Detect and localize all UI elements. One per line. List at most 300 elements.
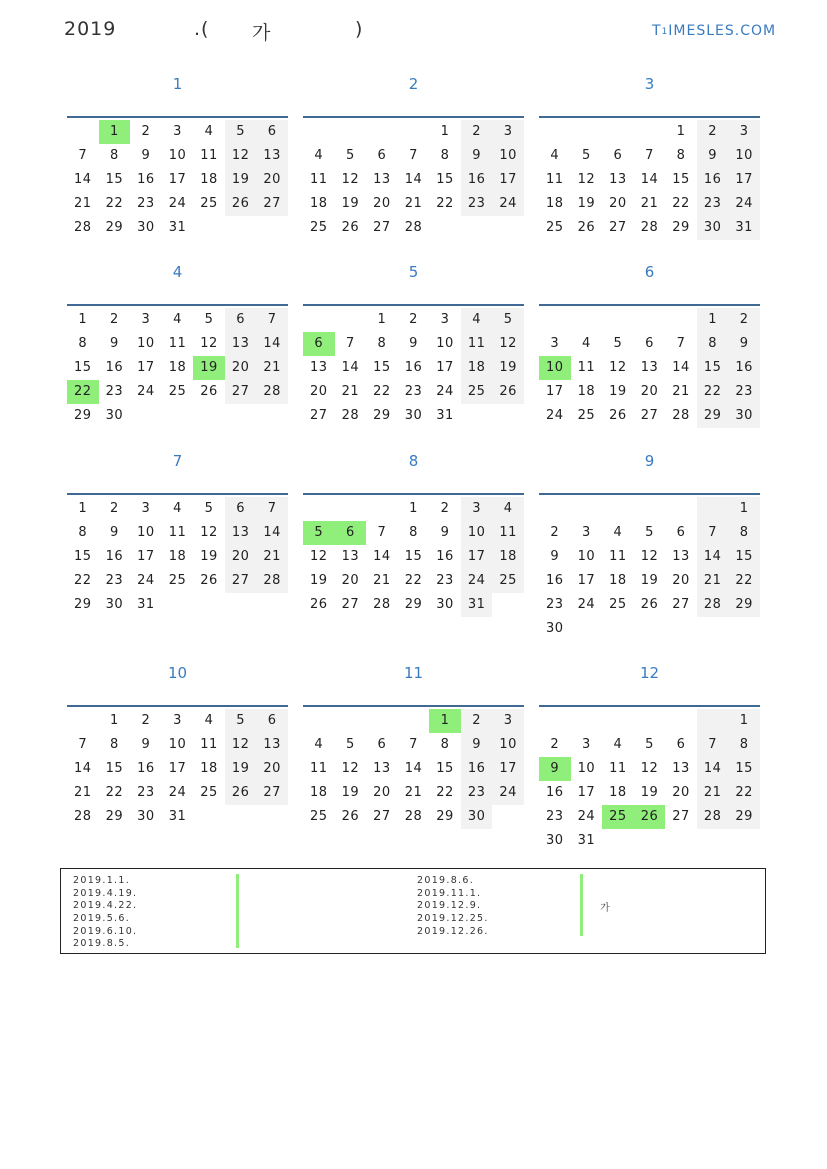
day-empty: [335, 120, 367, 144]
day-cell: 21: [404, 196, 423, 211]
day-cell: 14: [74, 172, 92, 187]
day-cell: 14: [74, 761, 92, 776]
day-cell: 30: [546, 621, 564, 636]
day-cell: 22: [436, 196, 454, 211]
day-cell: 7: [697, 521, 729, 545]
month-divider: [539, 705, 760, 707]
day-cell: 28: [640, 220, 659, 235]
legend-left-dates: [73, 875, 137, 951]
day-cell: 15: [74, 360, 92, 375]
day-cell: 8: [728, 521, 760, 545]
day-cell: 21: [373, 573, 391, 588]
day-cell: 23: [546, 809, 564, 824]
day-empty: [256, 404, 288, 428]
day-cell: 29: [697, 404, 729, 428]
day-cell: 18: [200, 761, 218, 776]
day-cell: 26: [310, 597, 328, 612]
month-5: [303, 262, 524, 428]
day-cell: 28: [697, 805, 729, 829]
day-cell: 4: [204, 124, 214, 139]
day-cell: 2: [461, 120, 493, 144]
day-cell: 3: [141, 501, 151, 516]
day-cell: 21: [74, 196, 92, 211]
day-empty: [697, 709, 729, 733]
day-cell: 16: [105, 549, 124, 564]
day-cell: 22: [404, 573, 423, 588]
day-empty: [193, 404, 225, 428]
month-3: [539, 74, 760, 240]
day-cell: 27: [373, 809, 391, 824]
day-cell: 17: [577, 573, 596, 588]
day-cell: 8: [440, 737, 450, 752]
day-empty: [492, 805, 524, 829]
day-cell: 25: [609, 597, 627, 612]
day-cell: 30: [105, 408, 124, 423]
day-cell: 28: [74, 220, 92, 235]
day-cell: 8: [109, 737, 119, 752]
holiday-date: 2019.5.6.: [73, 913, 131, 925]
holiday-date: 2019.8.5.: [73, 938, 131, 950]
day-cell: 3: [141, 312, 151, 327]
month-days-grid: [67, 709, 288, 829]
day-cell: 23: [697, 192, 729, 216]
day-empty: [492, 216, 524, 240]
day-cell: 10: [436, 336, 454, 351]
month-days-grid: [303, 497, 524, 617]
day-cell: 30: [546, 833, 564, 848]
day-cell: 17: [492, 757, 524, 781]
day-cell: 3: [440, 312, 450, 327]
day-cell: 20: [640, 384, 659, 399]
day-cell: 25: [310, 220, 328, 235]
logo-text: IMESLES: [668, 23, 735, 39]
day-cell: 15: [404, 549, 423, 564]
day-cell: 1: [429, 709, 461, 733]
day-cell: 8: [78, 525, 88, 540]
day-cell: 22: [728, 569, 760, 593]
month-divider: [67, 116, 288, 118]
day-cell: 15: [697, 356, 729, 380]
day-cell: 22: [105, 196, 124, 211]
day-cell: 14: [697, 545, 729, 569]
day-cell: 20: [256, 168, 288, 192]
day-cell: 25: [461, 380, 493, 404]
day-cell: 12: [577, 172, 596, 187]
day-cell: 4: [613, 737, 623, 752]
day-cell: 3: [461, 497, 493, 521]
day-cell: 7: [256, 497, 288, 521]
day-cell: 19: [577, 196, 596, 211]
day-cell: 2: [109, 312, 119, 327]
month-2: [303, 74, 524, 240]
day-cell: 9: [141, 148, 151, 163]
day-cell: 10: [137, 525, 155, 540]
day-cell: 11: [310, 172, 328, 187]
day-cell: 24: [137, 573, 155, 588]
day-cell: 21: [256, 356, 288, 380]
day-cell: 27: [256, 781, 288, 805]
day-cell: 28: [74, 809, 92, 824]
day-cell: 3: [581, 737, 591, 752]
day-cell: 19: [341, 785, 360, 800]
day-cell: 22: [67, 380, 99, 404]
day-cell: 7: [676, 336, 686, 351]
day-cell: 28: [672, 408, 690, 423]
day-cell: 8: [409, 525, 418, 540]
day-cell: 26: [225, 192, 257, 216]
day-cell: 31: [137, 597, 155, 612]
day-cell: 27: [225, 569, 257, 593]
holiday-date: 2019.12.25.: [417, 913, 489, 925]
month-title: 1: [172, 75, 183, 93]
day-cell: 20: [373, 196, 391, 211]
site-logo[interactable]: [652, 23, 776, 39]
day-cell: 11: [577, 360, 596, 375]
day-cell: 25: [200, 196, 218, 211]
day-cell: 2: [697, 120, 729, 144]
day-empty: [366, 120, 398, 144]
day-cell: 25: [546, 220, 564, 235]
day-cell: 25: [168, 384, 187, 399]
day-cell: 31: [436, 408, 454, 423]
day-empty: [303, 709, 335, 733]
day-cell: 5: [645, 525, 654, 540]
month-days-grid: [67, 120, 288, 240]
day-cell: 17: [168, 172, 187, 187]
day-cell: 18: [609, 785, 627, 800]
month-title: 5: [408, 263, 419, 281]
day-cell: 11: [310, 761, 328, 776]
month-7: [67, 451, 288, 617]
month-days-grid: [303, 709, 524, 829]
holiday-date: 2019.4.19.: [73, 887, 138, 899]
day-cell: 6: [256, 709, 288, 733]
day-cell: 14: [256, 332, 288, 356]
day-cell: 18: [168, 549, 187, 564]
legend-left-bar: [236, 874, 239, 948]
month-title: 9: [644, 452, 655, 470]
day-cell: 15: [74, 549, 92, 564]
day-cell: 25: [602, 805, 634, 829]
day-cell: 8: [728, 733, 760, 757]
day-cell: 19: [640, 785, 659, 800]
day-cell: 1: [99, 120, 131, 144]
day-cell: 20: [225, 545, 257, 569]
day-cell: 20: [310, 384, 328, 399]
day-cell: 13: [256, 144, 288, 168]
day-empty: [162, 404, 194, 428]
logo-number: 1: [661, 27, 669, 37]
month-days-grid: [539, 308, 760, 428]
month-1: [67, 74, 288, 240]
month-title: 4: [172, 263, 183, 281]
day-cell: 13: [672, 549, 690, 564]
day-cell: 26: [341, 220, 360, 235]
day-cell: 10: [137, 336, 155, 351]
day-cell: 27: [256, 192, 288, 216]
title-punct-close: ): [355, 18, 364, 40]
day-cell: 6: [676, 525, 686, 540]
day-cell: 26: [640, 597, 659, 612]
month-days-grid: [539, 120, 760, 240]
day-cell: 17: [436, 360, 454, 375]
month-divider: [303, 304, 524, 306]
day-cell: 20: [256, 757, 288, 781]
day-empty: [335, 308, 367, 332]
day-cell: 2: [728, 308, 760, 332]
day-cell: 3: [492, 120, 524, 144]
day-cell: 12: [225, 733, 257, 757]
day-cell: 12: [341, 761, 360, 776]
month-divider: [67, 304, 288, 306]
day-cell: 14: [640, 172, 659, 187]
day-cell: 23: [436, 573, 454, 588]
day-cell: 18: [609, 573, 627, 588]
day-cell: 7: [409, 148, 418, 163]
day-cell: 2: [409, 312, 418, 327]
day-cell: 4: [550, 148, 560, 163]
day-cell: 13: [640, 360, 659, 375]
day-cell: 28: [341, 408, 360, 423]
day-cell: 21: [697, 781, 729, 805]
day-cell: 28: [256, 569, 288, 593]
day-cell: 29: [105, 809, 124, 824]
day-cell: 20: [672, 573, 690, 588]
day-cell: 7: [78, 737, 88, 752]
day-cell: 13: [609, 172, 627, 187]
day-cell: 24: [436, 384, 454, 399]
day-cell: 19: [640, 573, 659, 588]
day-cell: 31: [728, 216, 760, 240]
day-empty: [461, 216, 493, 240]
day-cell: 10: [539, 356, 571, 380]
month-9: [539, 451, 760, 641]
day-cell: 13: [373, 172, 391, 187]
day-cell: 31: [168, 220, 187, 235]
month-divider: [303, 116, 524, 118]
day-empty: [539, 120, 571, 144]
month-title: 11: [403, 664, 424, 682]
day-cell: 4: [314, 148, 324, 163]
month-days-grid: [303, 120, 524, 240]
day-cell: 9: [697, 144, 729, 168]
day-cell: 8: [676, 148, 686, 163]
day-cell: 1: [728, 709, 760, 733]
day-cell: 22: [373, 384, 391, 399]
day-cell: 15: [105, 761, 124, 776]
day-cell: 30: [137, 809, 155, 824]
holiday-date: 2019.12.26.: [417, 925, 489, 937]
day-cell: 18: [200, 172, 218, 187]
day-cell: 27: [672, 597, 690, 612]
day-cell: 18: [310, 196, 328, 211]
day-cell: 11: [609, 549, 627, 564]
day-cell: 6: [225, 308, 257, 332]
day-cell: 5: [204, 501, 214, 516]
day-cell: 14: [256, 521, 288, 545]
day-cell: 28: [404, 809, 423, 824]
day-cell: 25: [492, 569, 524, 593]
day-cell: 25: [310, 809, 328, 824]
day-cell: 20: [672, 785, 690, 800]
day-cell: 28: [256, 380, 288, 404]
day-cell: 3: [492, 709, 524, 733]
month-8: [303, 451, 524, 617]
month-11: [303, 663, 524, 829]
day-cell: 9: [141, 737, 151, 752]
day-cell: 9: [728, 332, 760, 356]
day-cell: 20: [609, 196, 627, 211]
holiday-date: 2019.4.22.: [73, 900, 138, 912]
day-cell: 21: [74, 785, 92, 800]
day-empty: [697, 829, 729, 853]
day-cell: 26: [200, 384, 218, 399]
day-empty: [256, 593, 288, 617]
holiday-date: 2019.12.9.: [417, 900, 482, 912]
day-cell: 6: [256, 120, 288, 144]
day-cell: 8: [109, 148, 119, 163]
day-empty: [225, 593, 257, 617]
day-cell: 15: [728, 545, 760, 569]
day-cell: 5: [204, 312, 214, 327]
day-cell: 1: [676, 124, 686, 139]
day-empty: [634, 120, 666, 144]
day-cell: 21: [341, 384, 360, 399]
day-empty: [256, 216, 288, 240]
day-cell: 3: [173, 713, 182, 728]
day-empty: [634, 497, 666, 521]
day-empty: [602, 497, 634, 521]
day-cell: 19: [225, 168, 257, 192]
day-cell: 15: [672, 172, 690, 187]
day-empty: [492, 593, 524, 617]
day-cell: 24: [577, 809, 596, 824]
month-6: [539, 262, 760, 428]
day-cell: 15: [436, 172, 454, 187]
day-empty: [634, 709, 666, 733]
day-cell: 7: [256, 308, 288, 332]
day-empty: [665, 709, 697, 733]
day-cell: 13: [256, 733, 288, 757]
day-empty: [697, 497, 729, 521]
day-cell: 22: [436, 785, 454, 800]
day-cell: 10: [461, 521, 493, 545]
legend-right-bar: [580, 874, 583, 936]
day-cell: 30: [105, 597, 124, 612]
day-cell: 24: [492, 192, 524, 216]
day-empty: [665, 308, 697, 332]
day-empty: [225, 216, 257, 240]
day-cell: 20: [373, 785, 391, 800]
day-cell: 16: [404, 360, 423, 375]
day-cell: 23: [461, 192, 493, 216]
day-empty: [634, 617, 666, 641]
day-empty: [193, 216, 225, 240]
month-10: [67, 663, 288, 829]
day-empty: [571, 709, 603, 733]
day-cell: 6: [676, 737, 686, 752]
day-cell: 24: [728, 192, 760, 216]
day-cell: 7: [377, 525, 387, 540]
day-cell: 29: [373, 408, 391, 423]
day-empty: [571, 497, 603, 521]
day-cell: 11: [168, 525, 187, 540]
day-cell: 24: [461, 569, 493, 593]
day-empty: [335, 497, 367, 521]
day-cell: 5: [225, 709, 257, 733]
day-empty: [303, 308, 335, 332]
day-cell: 2: [440, 501, 450, 516]
day-cell: 23: [461, 781, 493, 805]
day-empty: [130, 404, 162, 428]
day-cell: 26: [225, 781, 257, 805]
day-cell: 4: [204, 713, 214, 728]
day-cell: 16: [697, 168, 729, 192]
day-empty: [366, 497, 398, 521]
day-cell: 9: [539, 757, 571, 781]
day-empty: [539, 308, 571, 332]
day-cell: 10: [577, 761, 596, 776]
day-cell: 29: [728, 593, 760, 617]
day-cell: 4: [461, 308, 493, 332]
day-cell: 6: [225, 497, 257, 521]
day-cell: 6: [613, 148, 623, 163]
day-cell: 10: [492, 144, 524, 168]
day-cell: 1: [78, 501, 88, 516]
day-cell: 27: [640, 408, 659, 423]
day-cell: 16: [461, 757, 493, 781]
day-cell: 1: [728, 497, 760, 521]
day-cell: 17: [728, 168, 760, 192]
day-cell: 10: [728, 144, 760, 168]
day-cell: 22: [728, 781, 760, 805]
day-cell: 28: [404, 220, 423, 235]
day-cell: 19: [341, 196, 360, 211]
day-cell: 5: [645, 737, 654, 752]
day-cell: 23: [105, 573, 124, 588]
day-cell: 11: [492, 521, 524, 545]
day-cell: 30: [137, 220, 155, 235]
month-12: [539, 663, 760, 853]
day-empty: [225, 805, 257, 829]
day-cell: 31: [577, 833, 596, 848]
day-cell: 26: [341, 809, 360, 824]
day-cell: 14: [672, 360, 690, 375]
day-cell: 22: [697, 380, 729, 404]
day-cell: 18: [577, 384, 596, 399]
day-cell: 17: [137, 549, 155, 564]
holiday-date: 2019.6.10.: [73, 925, 138, 937]
day-cell: 24: [137, 384, 155, 399]
month-days-grid: [67, 497, 288, 617]
day-cell: 19: [193, 356, 225, 380]
day-cell: 1: [78, 312, 88, 327]
holiday-date: 2019.1.1.: [73, 875, 131, 886]
day-cell: 21: [404, 785, 423, 800]
day-cell: 6: [645, 336, 654, 351]
day-cell: 25: [168, 573, 187, 588]
day-cell: 2: [461, 709, 493, 733]
day-cell: 30: [728, 404, 760, 428]
month-title: 10: [167, 664, 188, 682]
day-cell: 14: [404, 172, 423, 187]
day-cell: 26: [634, 805, 666, 829]
day-empty: [225, 404, 257, 428]
day-cell: 27: [341, 597, 360, 612]
day-cell: 28: [373, 597, 391, 612]
holiday-legend: [60, 868, 766, 954]
day-cell: 9: [409, 336, 418, 351]
